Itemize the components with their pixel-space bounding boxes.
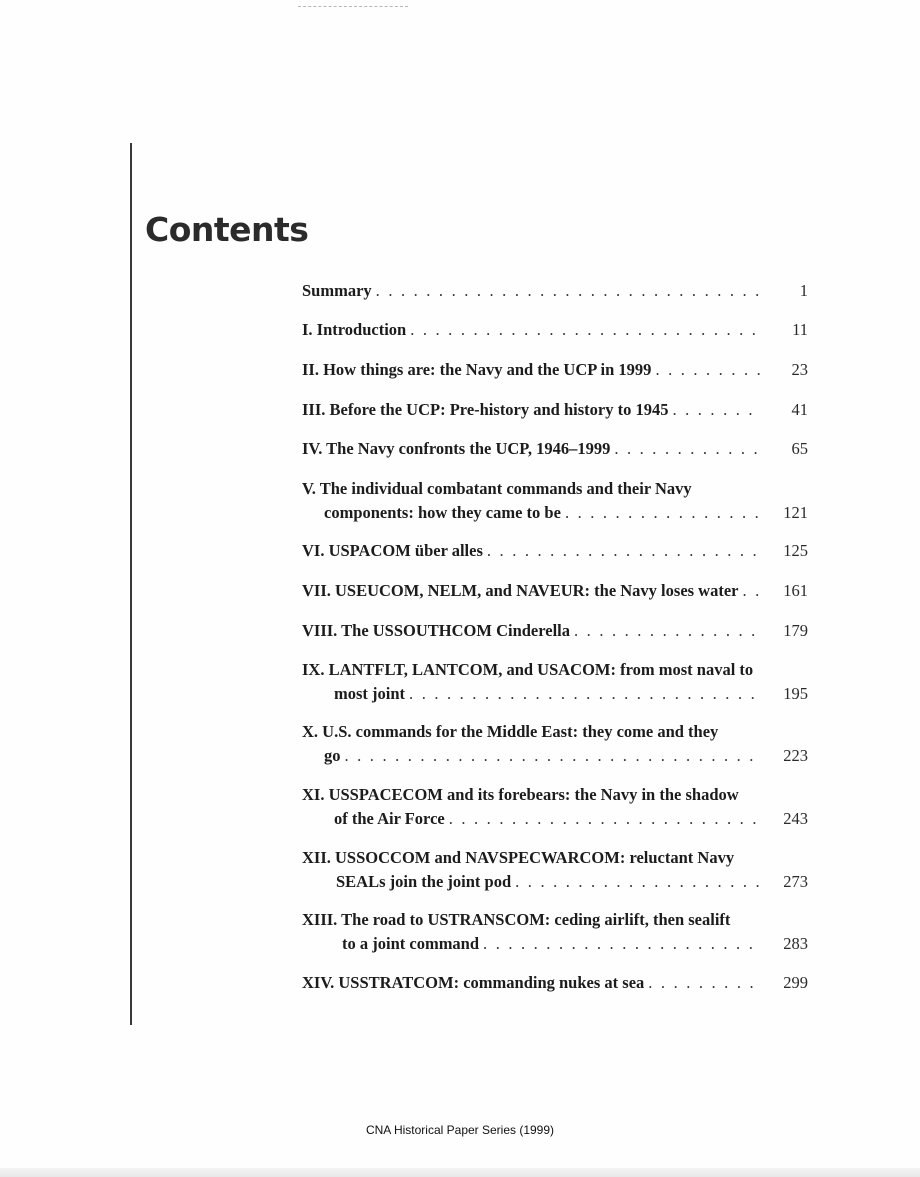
toc-page-number: 299 bbox=[783, 973, 808, 992]
dot-leader bbox=[376, 279, 762, 303]
dot-leader bbox=[487, 539, 762, 563]
toc-entry-title-continued: SEALs join the joint pod bbox=[336, 872, 512, 891]
toc-entry-title: VII. USEUCOM, NELM, and NAVEUR: the Navy loses water bbox=[302, 581, 739, 600]
toc-entry-title: VI. USPACOM über alles bbox=[302, 541, 483, 560]
scan-artifact bbox=[298, 6, 408, 11]
dot-leader bbox=[410, 318, 762, 342]
page-footer: CNA Historical Paper Series (1999) bbox=[365, 1123, 555, 1137]
scan-edge bbox=[0, 1168, 920, 1177]
toc-page-number: 195 bbox=[783, 684, 808, 703]
toc-page-number: 243 bbox=[783, 809, 808, 828]
toc-entry-chapter-1[interactable] bbox=[302, 318, 808, 342]
toc-page-number: 121 bbox=[783, 503, 808, 522]
toc-entry-title-continued: to a joint command bbox=[342, 934, 480, 953]
dot-leader bbox=[614, 437, 762, 461]
toc-entry-title: II. How things are: the Navy and the UCP in 1999 bbox=[302, 360, 652, 379]
margin-rule bbox=[130, 143, 132, 1025]
toc-entry-chapter-11[interactable] bbox=[302, 783, 808, 831]
toc-entry-chapter-8[interactable] bbox=[302, 619, 808, 643]
toc-entry-chapter-14[interactable] bbox=[302, 971, 808, 995]
toc-entry-chapter-4[interactable] bbox=[302, 437, 808, 461]
dot-leader bbox=[648, 971, 762, 995]
toc-entry-title: I. Introduction bbox=[302, 320, 407, 339]
dot-leader bbox=[515, 870, 762, 894]
toc-page-number: 283 bbox=[783, 934, 808, 953]
toc-entry-chapter-12[interactable] bbox=[302, 846, 808, 894]
toc-page-number: 161 bbox=[783, 581, 808, 600]
toc-entry-chapter-9[interactable] bbox=[302, 658, 808, 706]
toc-page-number: 179 bbox=[783, 621, 808, 640]
toc-entry-title: IV. The Navy confronts the UCP, 1946–1999 bbox=[302, 439, 611, 458]
toc-entry-title: Summary bbox=[302, 281, 372, 300]
toc-page-number: 11 bbox=[792, 320, 808, 339]
toc-entry-chapter-5[interactable] bbox=[302, 477, 808, 525]
toc-entry-chapter-2[interactable] bbox=[302, 358, 808, 382]
dot-leader bbox=[655, 358, 762, 382]
dot-leader bbox=[574, 619, 762, 643]
toc-entry-chapter-3[interactable] bbox=[302, 398, 808, 422]
toc-entry-title: VIII. The USSOUTHCOM Cinderella bbox=[302, 621, 571, 640]
toc-page-number: 1 bbox=[799, 281, 808, 300]
dot-leader bbox=[449, 807, 762, 831]
toc-entry-title: III. Before the UCP: Pre-history and history to 1945 bbox=[302, 400, 669, 419]
toc-entry-title-continued: most joint bbox=[334, 684, 406, 703]
toc-entry-title: V. The individual combatant commands and their Navy bbox=[302, 479, 692, 498]
toc-entry-chapter-13[interactable] bbox=[302, 908, 808, 956]
dot-leader bbox=[483, 932, 762, 956]
dot-leader bbox=[672, 398, 762, 422]
dot-leader bbox=[743, 579, 763, 603]
toc-entry-summary[interactable] bbox=[302, 279, 808, 303]
toc-entry-title-continued: of the Air Force bbox=[334, 809, 445, 828]
toc-page-number: 273 bbox=[783, 872, 808, 891]
toc-entry-chapter-6[interactable] bbox=[302, 539, 808, 563]
dot-leader bbox=[409, 682, 762, 706]
toc-page-number: 223 bbox=[783, 746, 808, 765]
toc-page-number: 41 bbox=[791, 400, 808, 419]
dot-leader bbox=[565, 501, 762, 525]
toc-entry-title: X. U.S. commands for the Middle East: they come and they bbox=[302, 722, 719, 741]
toc-entry-chapter-10[interactable] bbox=[302, 720, 808, 768]
toc-page-number: 23 bbox=[791, 360, 808, 379]
toc-entry-title: XIV. USSTRATCOM: commanding nukes at sea bbox=[302, 973, 645, 992]
toc-entry-title-continued: go bbox=[324, 746, 341, 765]
toc-entry-title: IX. LANTFLT, LANTCOM, and USACOM: from most naval to bbox=[302, 660, 754, 679]
toc-entry-title: XII. USSOCCOM and NAVSPECWARCOM: reluctant Navy bbox=[302, 848, 735, 867]
toc-page-number: 125 bbox=[783, 541, 808, 560]
toc-entry-title-continued: components: how they came to be bbox=[324, 503, 561, 522]
toc-entry-chapter-7[interactable] bbox=[302, 579, 808, 603]
dot-leader bbox=[345, 744, 763, 768]
toc-page-number: 65 bbox=[791, 439, 808, 458]
toc-entry-title: XIII. The road to USTRANSCOM: ceding airlift, then sealift bbox=[302, 910, 731, 929]
toc-entry-title: XI. USSPACECOM and its forebears: the Navy in the shadow bbox=[302, 785, 739, 804]
page-title: Contents bbox=[145, 210, 309, 249]
